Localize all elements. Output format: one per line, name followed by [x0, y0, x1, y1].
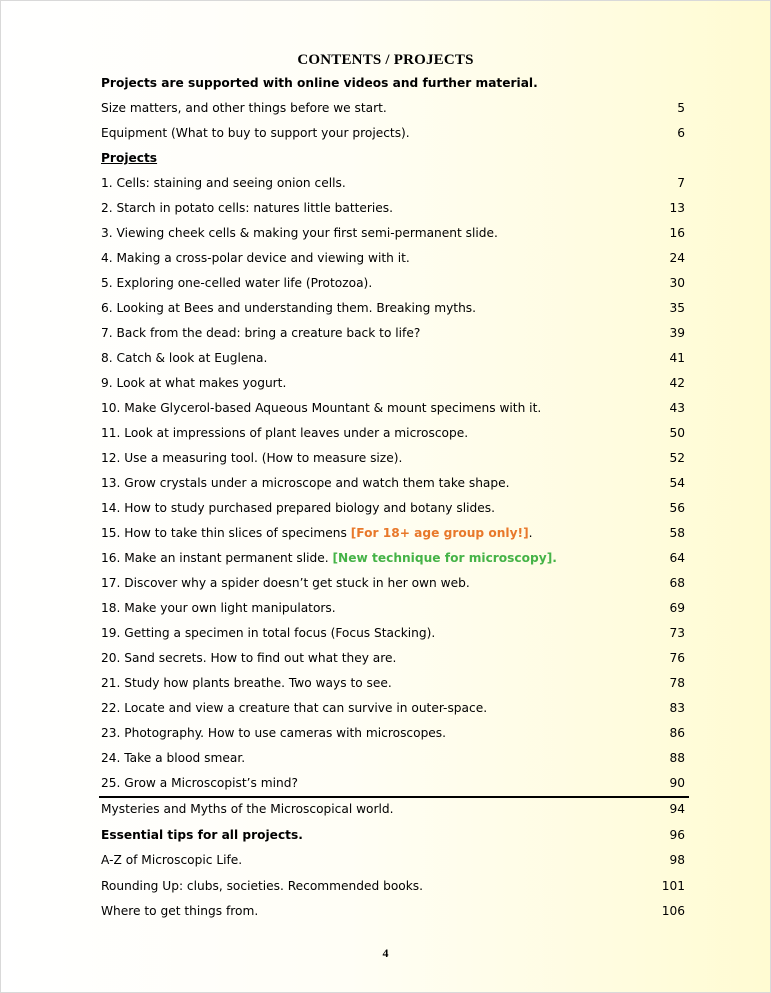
project-entry: [101, 773, 685, 793]
project-entry: [101, 473, 685, 493]
toc-page-number: 78: [669, 676, 685, 690]
project-title: 13. Grow crystals under a microscope and watch them take shape.: [101, 476, 510, 490]
project-entry-text: [101, 373, 286, 393]
project-title: 6. Looking at Bees and understanding them. Breaking myths.: [101, 301, 477, 315]
toc-page-number: 35: [669, 301, 685, 315]
project-entry: [101, 523, 685, 543]
toc-entry: [101, 123, 685, 143]
toc-page-number: 98: [669, 853, 685, 867]
toc-page-number: 83: [669, 701, 685, 715]
project-entry-text: [101, 673, 392, 693]
project-entry: [101, 348, 685, 368]
toc-page-number: 101: [661, 879, 685, 893]
project-entry-text: [101, 573, 470, 593]
project-entry-text: [101, 198, 393, 218]
project-entry: [101, 198, 685, 218]
project-entry-text: [101, 498, 495, 518]
toc-page-number: 24: [669, 251, 685, 265]
project-entry-text: [101, 448, 402, 468]
project-entry-text: [101, 723, 446, 743]
project-entry-text: [101, 248, 410, 268]
project-title: 3. Viewing cheek cells & making your first semi-permanent slide.: [101, 226, 498, 240]
project-entry: [101, 173, 685, 193]
page-number-footer: 4: [382, 946, 389, 960]
toc-page-number: 96: [669, 828, 685, 842]
project-title: 7. Back from the dead: bring a creature back to life?: [101, 326, 421, 340]
toc-page-number: 94: [669, 802, 685, 816]
toc-entry: [101, 901, 685, 921]
project-entry: [101, 548, 685, 568]
section-divider: [99, 796, 689, 798]
project-entry: [101, 498, 685, 518]
projects-heading-row: [101, 148, 685, 168]
project-title: 2. Starch in potato cells: natures little batteries.: [101, 201, 393, 215]
project-title: 5. Exploring one-celled water life (Protozoa).: [101, 276, 373, 290]
toc-entry-text: Where to get things from.: [101, 904, 259, 918]
project-title: 4. Making a cross-polar device and viewing with it.: [101, 251, 410, 265]
project-entry-text: [101, 173, 346, 193]
project-entry-text: [101, 223, 498, 243]
project-entry: [101, 723, 685, 743]
toc-entry-text: Essential tips for all projects.: [101, 828, 303, 842]
toc-entry-text: Size matters, and other things before we start.: [101, 101, 387, 115]
project-entry-text: [101, 648, 396, 668]
intro-line: [101, 73, 685, 93]
toc-page-number: 39: [669, 326, 685, 340]
toc-page-number: 42: [669, 376, 685, 390]
project-entry: [101, 573, 685, 593]
toc-page-number: 68: [669, 576, 685, 590]
toc-page-number: 86: [669, 726, 685, 740]
project-entry-text: [101, 523, 533, 543]
toc-page-number: 76: [669, 651, 685, 665]
project-title: 24. Take a blood smear.: [101, 751, 246, 765]
project-entry: [101, 373, 685, 393]
project-entry: [101, 598, 685, 618]
project-title: 18. Make your own light manipulators.: [101, 601, 336, 615]
toc-page-number: 52: [669, 451, 685, 465]
project-entry: [101, 273, 685, 293]
project-entry-text: [101, 623, 435, 643]
project-entry-text: [101, 473, 510, 493]
project-entry-text: [101, 598, 336, 618]
toc-entry: [101, 876, 685, 896]
toc-entry: [101, 799, 685, 819]
project-entry: [101, 248, 685, 268]
project-entry: [101, 423, 685, 443]
toc-page-number: 106: [661, 904, 685, 918]
toc-page-number: 13: [669, 201, 685, 215]
toc-page-number: 54: [669, 476, 685, 490]
project-title: 8. Catch & look at Euglena.: [101, 351, 268, 365]
toc-page-number: 88: [669, 751, 685, 765]
project-title: 14. How to study purchased prepared biology and botany slides.: [101, 501, 495, 515]
project-title-suffix: .: [528, 526, 533, 540]
project-title: 10. Make Glycerol-based Aqueous Mountant & mount specimens with it.: [101, 401, 542, 415]
project-entry-text: [101, 398, 541, 418]
project-title: 20. Sand secrets. How to find out what they are.: [101, 651, 397, 665]
intro-text: Projects are supported with online videos and further material.: [101, 76, 538, 90]
toc-entry: [101, 850, 685, 870]
project-title: 25. Grow a Microscopist’s mind?: [101, 776, 298, 790]
project-entry-text: [101, 323, 420, 343]
project-entry: [101, 448, 685, 468]
toc-page-number: 43: [669, 401, 685, 415]
age-warning-highlight: [For 18+ age group only!]: [350, 526, 529, 540]
toc-entry: [101, 98, 685, 118]
new-technique-highlight: [New technique for microscopy].: [332, 551, 557, 565]
project-title: 15. How to take thin slices of specimens: [101, 526, 351, 540]
project-entry-text: [101, 773, 298, 793]
toc-page-number: 16: [669, 226, 685, 240]
project-title: 1. Cells: staining and seeing onion cells.: [101, 176, 346, 190]
project-title: 19. Getting a specimen in total focus (Focus Stacking).: [101, 626, 436, 640]
projects-heading: Projects: [101, 151, 158, 165]
project-title: 11. Look at impressions of plant leaves under a microscope.: [101, 426, 469, 440]
project-entry: [101, 398, 685, 418]
toc-entry: [101, 825, 685, 845]
project-title: 23. Photography. How to use cameras with microscopes.: [101, 726, 447, 740]
project-entry: [101, 748, 685, 768]
project-entry-text: [101, 348, 267, 368]
toc-page-number: 41: [669, 351, 685, 365]
toc-page-number: 73: [669, 626, 685, 640]
project-entry-text: [101, 548, 557, 568]
toc-page-number: 5: [677, 101, 685, 115]
project-entry-text: [101, 423, 468, 443]
project-title: 22. Locate and view a creature that can survive in outer-space.: [101, 701, 488, 715]
project-entry: [101, 223, 685, 243]
toc-entry-text: Rounding Up: clubs, societies. Recommended books.: [101, 879, 424, 893]
project-entry: [101, 298, 685, 318]
toc-entry-text: A-Z of Microscopic Life.: [101, 853, 243, 867]
project-title: 21. Study how plants breathe. Two ways to see.: [101, 676, 392, 690]
project-entry-text: [101, 298, 476, 318]
project-entry-text: [101, 748, 245, 768]
page-title: CONTENTS / PROJECTS: [297, 52, 474, 68]
project-title: 12. Use a measuring tool. (How to measure size).: [101, 451, 403, 465]
project-entry: [101, 323, 685, 343]
project-title: 9. Look at what makes yogurt.: [101, 376, 287, 390]
toc-page-number: 69: [669, 601, 685, 615]
toc-page-number: 50: [669, 426, 685, 440]
toc-page-number: 6: [677, 126, 685, 140]
toc-page-number: 58: [669, 526, 685, 540]
toc-entry-text: Mysteries and Myths of the Microscopical world.: [101, 802, 394, 816]
toc-page-number: 7: [677, 176, 685, 190]
project-entry-text: [101, 698, 487, 718]
toc-entry-text: Equipment (What to buy to support your projects).: [101, 126, 410, 140]
toc-page-number: 30: [669, 276, 685, 290]
project-entry-text: [101, 273, 372, 293]
project-entry: [101, 623, 685, 643]
project-entry: [101, 673, 685, 693]
toc-page-number: 64: [669, 551, 685, 565]
project-title: 16. Make an instant permanent slide.: [101, 551, 333, 565]
project-title: 17. Discover why a spider doesn’t get stuck in her own web.: [101, 576, 470, 590]
project-entry: [101, 698, 685, 718]
toc-page-number: 90: [669, 776, 685, 790]
project-entry: [101, 648, 685, 668]
toc-page-number: 56: [669, 501, 685, 515]
